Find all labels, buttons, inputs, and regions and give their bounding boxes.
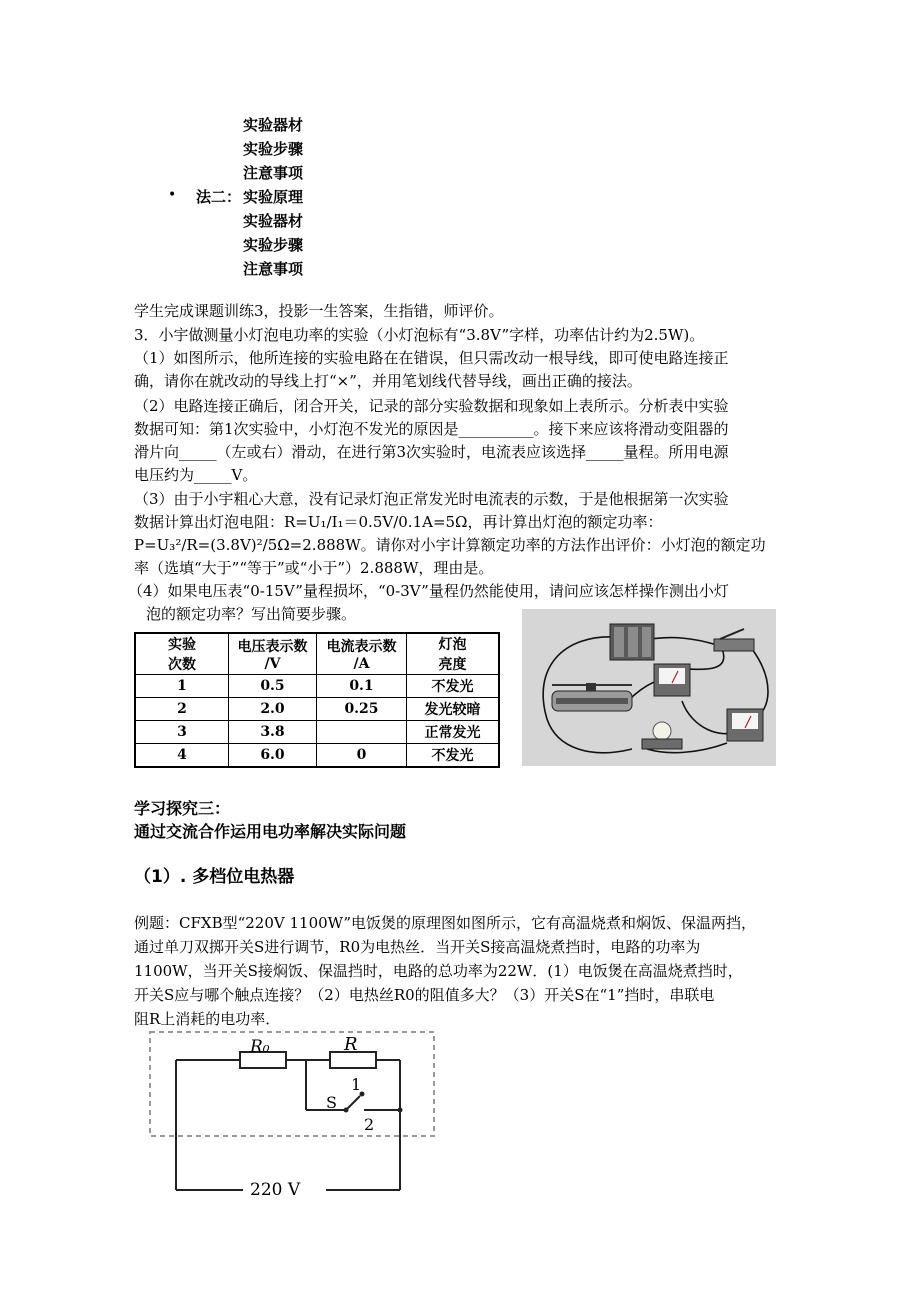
bullet-icon: • — [168, 187, 177, 203]
q3-p3-line3: P=U₃²/R=(3.8V)²/5Ω=2.888W。请你对小宇计算额定功率的方法作出评价：小灯泡的额定功 — [134, 536, 766, 554]
q3-p2-line4: 电压约为_____V。 — [134, 466, 258, 484]
experiment-data-table — [134, 632, 500, 768]
table-cell: 0.5 — [229, 675, 317, 698]
voltmeter-icon — [654, 664, 690, 696]
method2-item-principle: 实验原理 — [243, 188, 304, 206]
section-title: 学习探究三： — [134, 799, 231, 818]
table-cell: 0.1 — [317, 675, 407, 698]
table-row — [135, 744, 499, 768]
q3-p4-line2: 泡的额定功率？写出简要步骤。 — [146, 605, 357, 623]
q3-p2-line2: 数据可知：第1次实验中，小灯泡不发光的原因是__________。接下来应该将滑动变阻器的 — [134, 420, 729, 438]
table-cell: 正常发光 — [407, 721, 500, 744]
method1-item-steps: 实验步骤 — [243, 140, 304, 158]
method2-item-notes: 注意事项 — [243, 260, 304, 278]
method2-item-steps: 实验步骤 — [243, 236, 304, 254]
label-switch: S — [326, 1093, 337, 1112]
example-line4: 开关S应与哪个触点连接？（2）电热丝R0的阻值多大？（3）开关S在“1”挡时，串联电 — [134, 986, 715, 1004]
method1-item-notes: 注意事项 — [243, 164, 304, 182]
method2-item-materials: 实验器材 — [243, 212, 304, 230]
q3-p3-line4: 率（选填“大于”“等于”或“小于”）2.888W，理由是。 — [134, 559, 494, 577]
battery-icon — [610, 624, 654, 660]
table-cell: 3.8 — [229, 721, 317, 744]
q3-title: 3．小宇做测量小灯泡电功率的实验（小灯泡标有“3.8V”字样，功率估计约为2.5W)。 — [134, 326, 705, 344]
q3-p1-line2: 确，请你在就改动的导线上打“×”，并用笔划线代替导线，画出正确的接法。 — [134, 372, 642, 390]
table-cell: 0.25 — [317, 698, 407, 721]
circuit-apparatus-photo — [522, 609, 776, 766]
label-contact-2: 2 — [364, 1115, 375, 1134]
table-cell: 3 — [135, 721, 229, 744]
example-line2: 通过单刀双掷开关S进行调节，R0为电热丝．当开关S接高温烧煮挡时，电路的功率为 — [134, 938, 701, 956]
example-line5: 阻R上消耗的电功率． — [134, 1010, 281, 1028]
q3-p1-line1: （1）如图所示，他所连接的实验电路在在错误，但只需改动一根导线，即可使电路连接正 — [134, 349, 729, 367]
table-row — [135, 675, 499, 698]
q3-p3-line2: 数据计算出灯泡电阻：R=U₁/I₁＝0.5V/0.1A=5Ω，再计算出灯泡的额定功率： — [134, 513, 663, 531]
table-header-row — [135, 633, 499, 675]
label-contact-1: 1 — [351, 1075, 362, 1094]
ammeter-icon — [727, 709, 763, 741]
table-row — [135, 721, 499, 744]
label-r: R — [344, 1034, 358, 1055]
table-cell: 4 — [135, 744, 229, 768]
table-row — [135, 698, 499, 721]
intro-text: 学生完成课题训练3，投影一生答案，生指错，师评价。 — [134, 302, 504, 320]
table-cell — [317, 721, 407, 744]
table-cell: 1 — [135, 675, 229, 698]
example-line3: 1100W，当开关S接焖饭、保温挡时，电路的总功率为22W．(1）电饭煲在高温烧煮挡时， — [134, 962, 743, 980]
item-heading: （1）. 多档位电热器 — [134, 867, 295, 887]
q3-p2-line1: （2）电路连接正确后，闭合开关，记录的部分实验数据和现象如上表所示。分析表中实验 — [134, 397, 729, 415]
table-cell: 0 — [317, 744, 407, 768]
rice-cooker-circuit-diagram — [148, 1030, 438, 1200]
label-voltage: 220 V — [250, 1180, 301, 1200]
table-cell: 2.0 — [229, 698, 317, 721]
method2-prefix: 法二： — [196, 188, 242, 206]
label-r0: R₀ — [250, 1037, 270, 1057]
example-line1: 例题：CFXB型“220V 1100W”电饭煲的原理图如图所示，它有高温烧煮和焖饭、保温两挡， — [134, 914, 757, 932]
table-cell: 不发光 — [407, 744, 500, 768]
table-cell: 2 — [135, 698, 229, 721]
switch-blade-icon — [346, 1096, 360, 1110]
table-cell: 发光较暗 — [407, 698, 500, 721]
q3-p3-line1: （3）由于小宇粗心大意，没有记录灯泡正常发光时电流表的示数，于是他根据第一次实验 — [134, 490, 729, 508]
q3-p2-line3: 滑片向_____（左或右）滑动，在进行第3次实验时，电流表应该选择_____量程。所用电源 — [134, 443, 729, 461]
table-header-cell: 电流表示数 /A — [317, 633, 407, 675]
table-cell: 6.0 — [229, 744, 317, 768]
table-header-cell: 灯泡 亮度 — [407, 633, 500, 675]
table-cell: 不发光 — [407, 675, 500, 698]
apparatus-illustration — [522, 609, 776, 766]
section-subtitle: 通过交流合作运用电功率解决实际问题 — [134, 822, 407, 841]
method1-item-materials: 实验器材 — [243, 116, 304, 134]
table-header-cell: 实验 次数 — [135, 633, 229, 675]
table-header-cell: 电压表示数 /V — [229, 633, 317, 675]
q3-p4-line1: （4）如果电压表“0-15V”量程损坏，“0-3V”量程仍然能使用，请问应该怎样操作测出小灯 — [128, 582, 729, 600]
